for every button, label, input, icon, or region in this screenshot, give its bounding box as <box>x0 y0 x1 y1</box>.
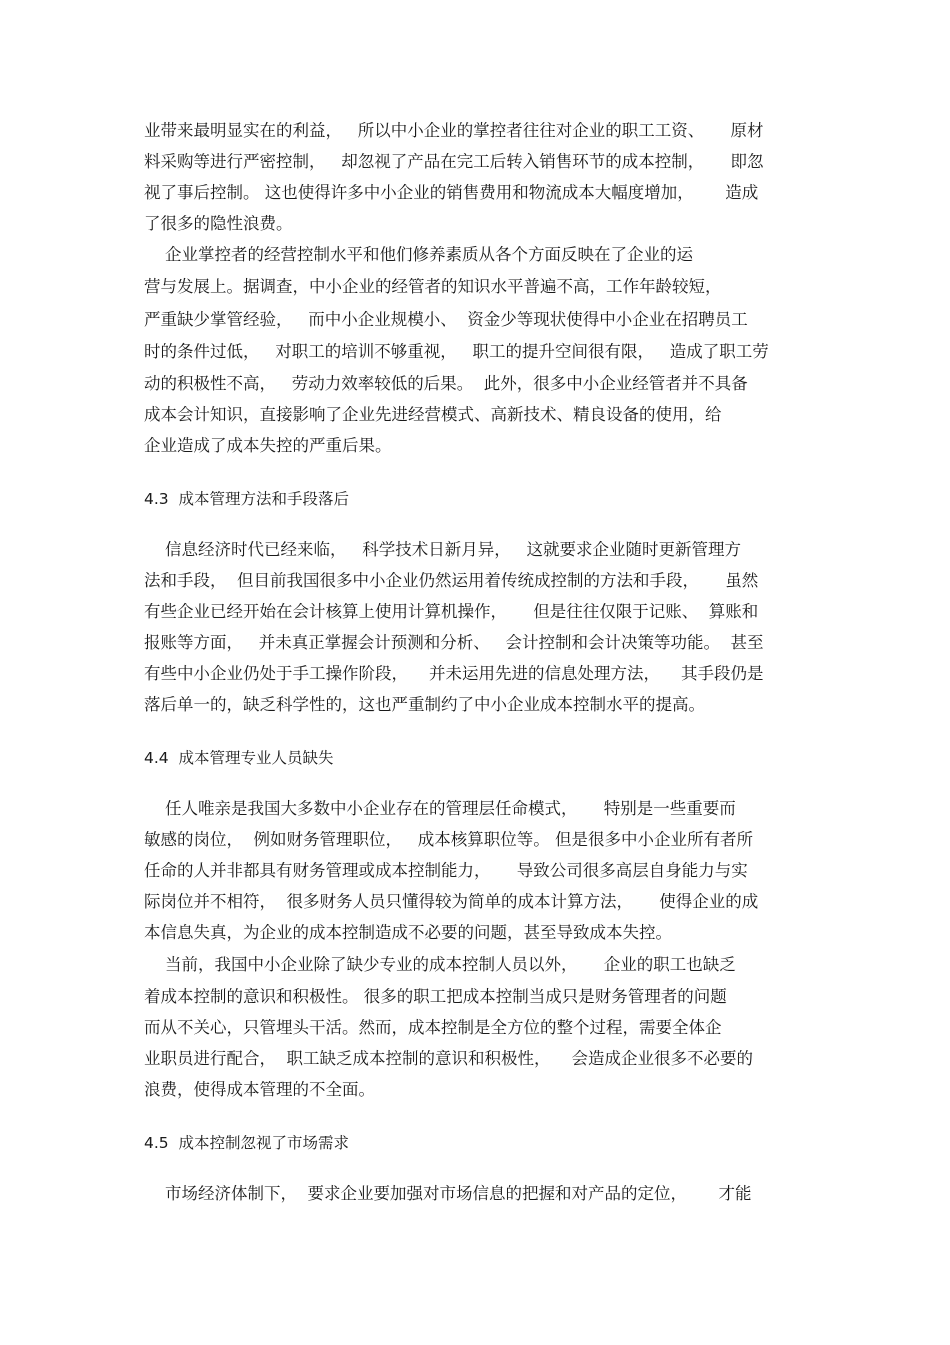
text-line: 落后单一的，缺乏科学性的，这也严重制约了中小企业成本控制水平的提高。 <box>144 695 705 714</box>
text-line: 了很多的隐性浪费。 <box>144 214 293 233</box>
text-line: 料采购等进行严密控制， 却忽视了产品在完工后转入销售环节的成本控制， 即忽 <box>144 152 764 171</box>
text-line: 市场经济体制下， 要求企业要加强对市场信息的把握和对产品的定位， 才能 <box>144 1184 752 1203</box>
text-line: 企业造成了成本失控的严重后果。 <box>144 436 392 455</box>
text-line: 有些企业已经开始在会计核算上使用计算机操作， 但是往往仅限于记账、 算账和 <box>144 602 759 621</box>
text-line: 时的条件过低， 对职工的培训不够重视， 职工的提升空间很有限， 造成了职工劳 <box>144 342 769 361</box>
text-line: 着成本控制的意识和积极性。 很多的职工把成本控制当成只是财务管理者的问题 <box>144 987 727 1006</box>
text-line: 浪费，使得成本管理的不全面。 <box>144 1080 375 1099</box>
text-line: 报账等方面， 并未真正掌握会计预测和分析、 会计控制和会计决策等功能。 甚至 <box>144 633 764 652</box>
text-line: 有些中小企业仍处于手工操作阶段， 并未运用先进的信息处理方法， 其手段仍是 <box>144 664 764 683</box>
text-line: 信息经济时代已经来临， 科学技术日新月异， 这就要求企业随时更新管理方 <box>144 540 741 559</box>
text-line: 营与发展上。据调查，中小企业的经管者的知识水平普遍不高，工作年龄较短， <box>144 277 722 296</box>
section-heading-4-5: 4.5 成本控制忽视了市场需求 <box>144 1134 350 1152</box>
text-line: 际岗位并不相符， 很多财务人员只懂得较为简单的成本计算方法， 使得企业的成 <box>144 892 759 911</box>
text-line: 动的积极性不高， 劳动力效率较低的后果。 此外，很多中小企业经管者并不具备 <box>144 374 748 393</box>
text-line: 任命的人并非都具有财务管理或成本控制能力， 导致公司很多高层自身能力与实 <box>144 861 748 880</box>
text-line: 法和手段， 但目前我国很多中小企业仍然运用着传统成控制的方法和手段， 虽然 <box>144 571 759 590</box>
text-line: 而从不关心，只管埋头干活。然而，成本控制是全方位的整个过程，需要全体企 <box>144 1018 722 1037</box>
text-line: 视了事后控制。 这也使得许多中小企业的销售费用和物流成本大幅度增加， 造成 <box>144 183 759 202</box>
text-line: 当前，我国中小企业除了缺少专业的成本控制人员以外， 企业的职工也缺乏 <box>144 955 736 974</box>
text-line: 任人唯亲是我国大多数中小企业存在的管理层任命模式， 特别是一些重要而 <box>144 799 736 818</box>
text-line: 企业掌控者的经营控制水平和他们修养素质从各个方面反映在了企业的运 <box>144 245 693 264</box>
text-line: 本信息失真，为企业的成本控制造成不必要的问题，甚至导致成本失控。 <box>144 923 672 942</box>
text-line: 严重缺少掌管经验， 而中小企业规模小、 资金少等现状使得中小企业在招聘员工 <box>144 310 748 329</box>
section-heading-4-4: 4.4 成本管理专业人员缺失 <box>144 749 334 767</box>
text-line: 业带来最明显实在的利益， 所以中小企业的掌控者往往对企业的职工工资、 原材 <box>144 121 764 140</box>
text-line: 业职员进行配合， 职工缺乏成本控制的意识和积极性， 会造成企业很多不必要的 <box>144 1049 753 1068</box>
section-heading-4-3: 4.3 成本管理方法和手段落后 <box>144 490 350 508</box>
text-line: 成本会计知识，直接影响了企业先进经营模式、高新技术、精良设备的使用，给 <box>144 405 722 424</box>
text-line: 敏感的岗位， 例如财务管理职位， 成本核算职位等。 但是很多中小企业所有者所 <box>144 830 753 849</box>
